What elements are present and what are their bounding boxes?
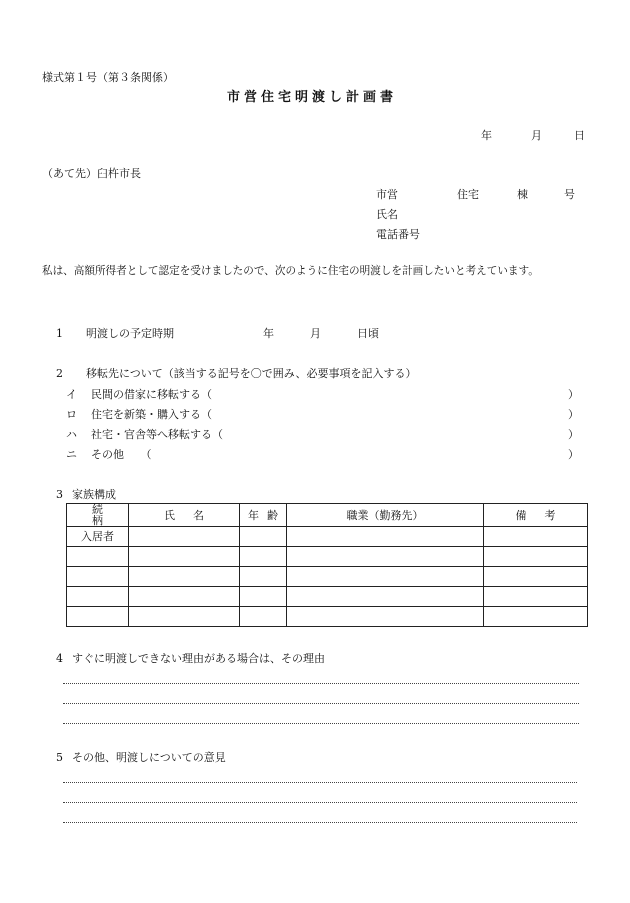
option-close-paren: ） xyxy=(568,388,579,401)
reason-line[interactable] xyxy=(63,703,579,704)
option-text: 住宅を新築・購入する（ xyxy=(91,408,212,421)
age-cell[interactable] xyxy=(240,587,287,607)
option-close-paren: ） xyxy=(568,428,579,441)
name-cell[interactable] xyxy=(129,587,240,607)
reason-line[interactable] xyxy=(63,723,579,724)
section2-label: 移転先について（該当する記号を〇で囲み、必要事項を記入する） xyxy=(86,367,417,380)
header-name: 氏名 xyxy=(129,504,240,527)
date-year: 年 xyxy=(481,129,492,142)
option-mark: イ xyxy=(66,388,77,401)
remarks-cell[interactable] xyxy=(484,547,588,567)
option-mark: ロ xyxy=(66,408,77,421)
relation-cell[interactable] xyxy=(67,567,129,587)
applicant-municipal: 市営 xyxy=(376,188,398,201)
occupation-cell[interactable] xyxy=(287,607,484,627)
age-cell[interactable] xyxy=(240,547,287,567)
intro-text: 私は、高額所得者として認定を受けましたので、次のように住宅の明渡しを計画したいと考えています。 xyxy=(42,265,539,277)
relation-cell[interactable] xyxy=(67,587,129,607)
section1-label: 明渡しの予定時期 xyxy=(86,327,174,340)
age-cell[interactable] xyxy=(240,567,287,587)
remarks-cell[interactable] xyxy=(484,567,588,587)
opinion-line[interactable] xyxy=(63,782,577,783)
addressee: （あて先）臼杵市長 xyxy=(42,167,141,180)
section5-number: 5 xyxy=(56,751,63,764)
header-relation: 続柄 xyxy=(67,504,129,527)
applicant-housing: 住宅 xyxy=(457,188,479,201)
section1-year: 年 xyxy=(263,327,274,340)
option-mark: ハ xyxy=(66,428,77,441)
resident-label: 入居者 xyxy=(67,527,129,547)
table-row xyxy=(67,567,588,587)
table-row xyxy=(67,587,588,607)
applicant-name-label: 氏名 xyxy=(376,208,398,221)
option-mark: ニ xyxy=(66,448,77,461)
relation-cell[interactable] xyxy=(67,607,129,627)
name-cell[interactable] xyxy=(129,547,240,567)
date-month: 月 xyxy=(531,129,542,142)
occupation-cell[interactable] xyxy=(287,587,484,607)
opinion-line[interactable] xyxy=(63,802,577,803)
occupation-cell[interactable] xyxy=(287,527,484,547)
applicant-building: 棟 xyxy=(517,188,528,201)
remarks-cell[interactable] xyxy=(484,527,588,547)
date-day: 日 xyxy=(574,129,585,142)
reason-line[interactable] xyxy=(63,683,579,684)
name-cell[interactable] xyxy=(129,567,240,587)
occupation-cell[interactable] xyxy=(287,567,484,587)
option-text: 民間の借家に移転する（ xyxy=(91,388,212,401)
section1-number: 1 xyxy=(56,327,63,340)
form-number: 様式第１号（第３条関係） xyxy=(42,71,174,84)
opinion-line[interactable] xyxy=(63,822,577,823)
table-header-row xyxy=(67,504,588,527)
header-age: 年齢 xyxy=(240,504,287,527)
option-close-paren: ） xyxy=(568,448,579,461)
table-row xyxy=(67,547,588,567)
option-text: その他 （ xyxy=(91,448,152,461)
family-table xyxy=(66,503,588,627)
section2-number: 2 xyxy=(56,367,63,380)
option-text: 社宅・官舎等へ移転する（ xyxy=(91,428,223,441)
section1-month: 月 xyxy=(310,327,321,340)
header-remarks: 備考 xyxy=(484,504,588,527)
table-row xyxy=(67,607,588,627)
applicant-phone-label: 電話番号 xyxy=(376,228,420,241)
applicant-number: 号 xyxy=(564,188,575,201)
section1-day: 日頃 xyxy=(357,327,379,340)
section4-label: すぐに明渡しできない理由がある場合は、その理由 xyxy=(72,652,325,665)
age-cell[interactable] xyxy=(240,607,287,627)
header-occupation: 職業（勤務先） xyxy=(287,504,484,527)
section3-number: 3 xyxy=(56,488,63,501)
section4-number: 4 xyxy=(56,652,63,665)
remarks-cell[interactable] xyxy=(484,587,588,607)
section5-label: その他、明渡しについての意見 xyxy=(72,751,226,764)
occupation-cell[interactable] xyxy=(287,547,484,567)
relation-cell[interactable] xyxy=(67,547,129,567)
table-row xyxy=(67,527,588,547)
age-cell[interactable] xyxy=(240,527,287,547)
remarks-cell[interactable] xyxy=(484,607,588,627)
name-cell[interactable] xyxy=(129,527,240,547)
name-cell[interactable] xyxy=(129,607,240,627)
option-close-paren: ） xyxy=(568,408,579,421)
section3-label: 家族構成 xyxy=(72,488,116,501)
page-title: 市営住宅明渡し計画書 xyxy=(227,90,398,105)
